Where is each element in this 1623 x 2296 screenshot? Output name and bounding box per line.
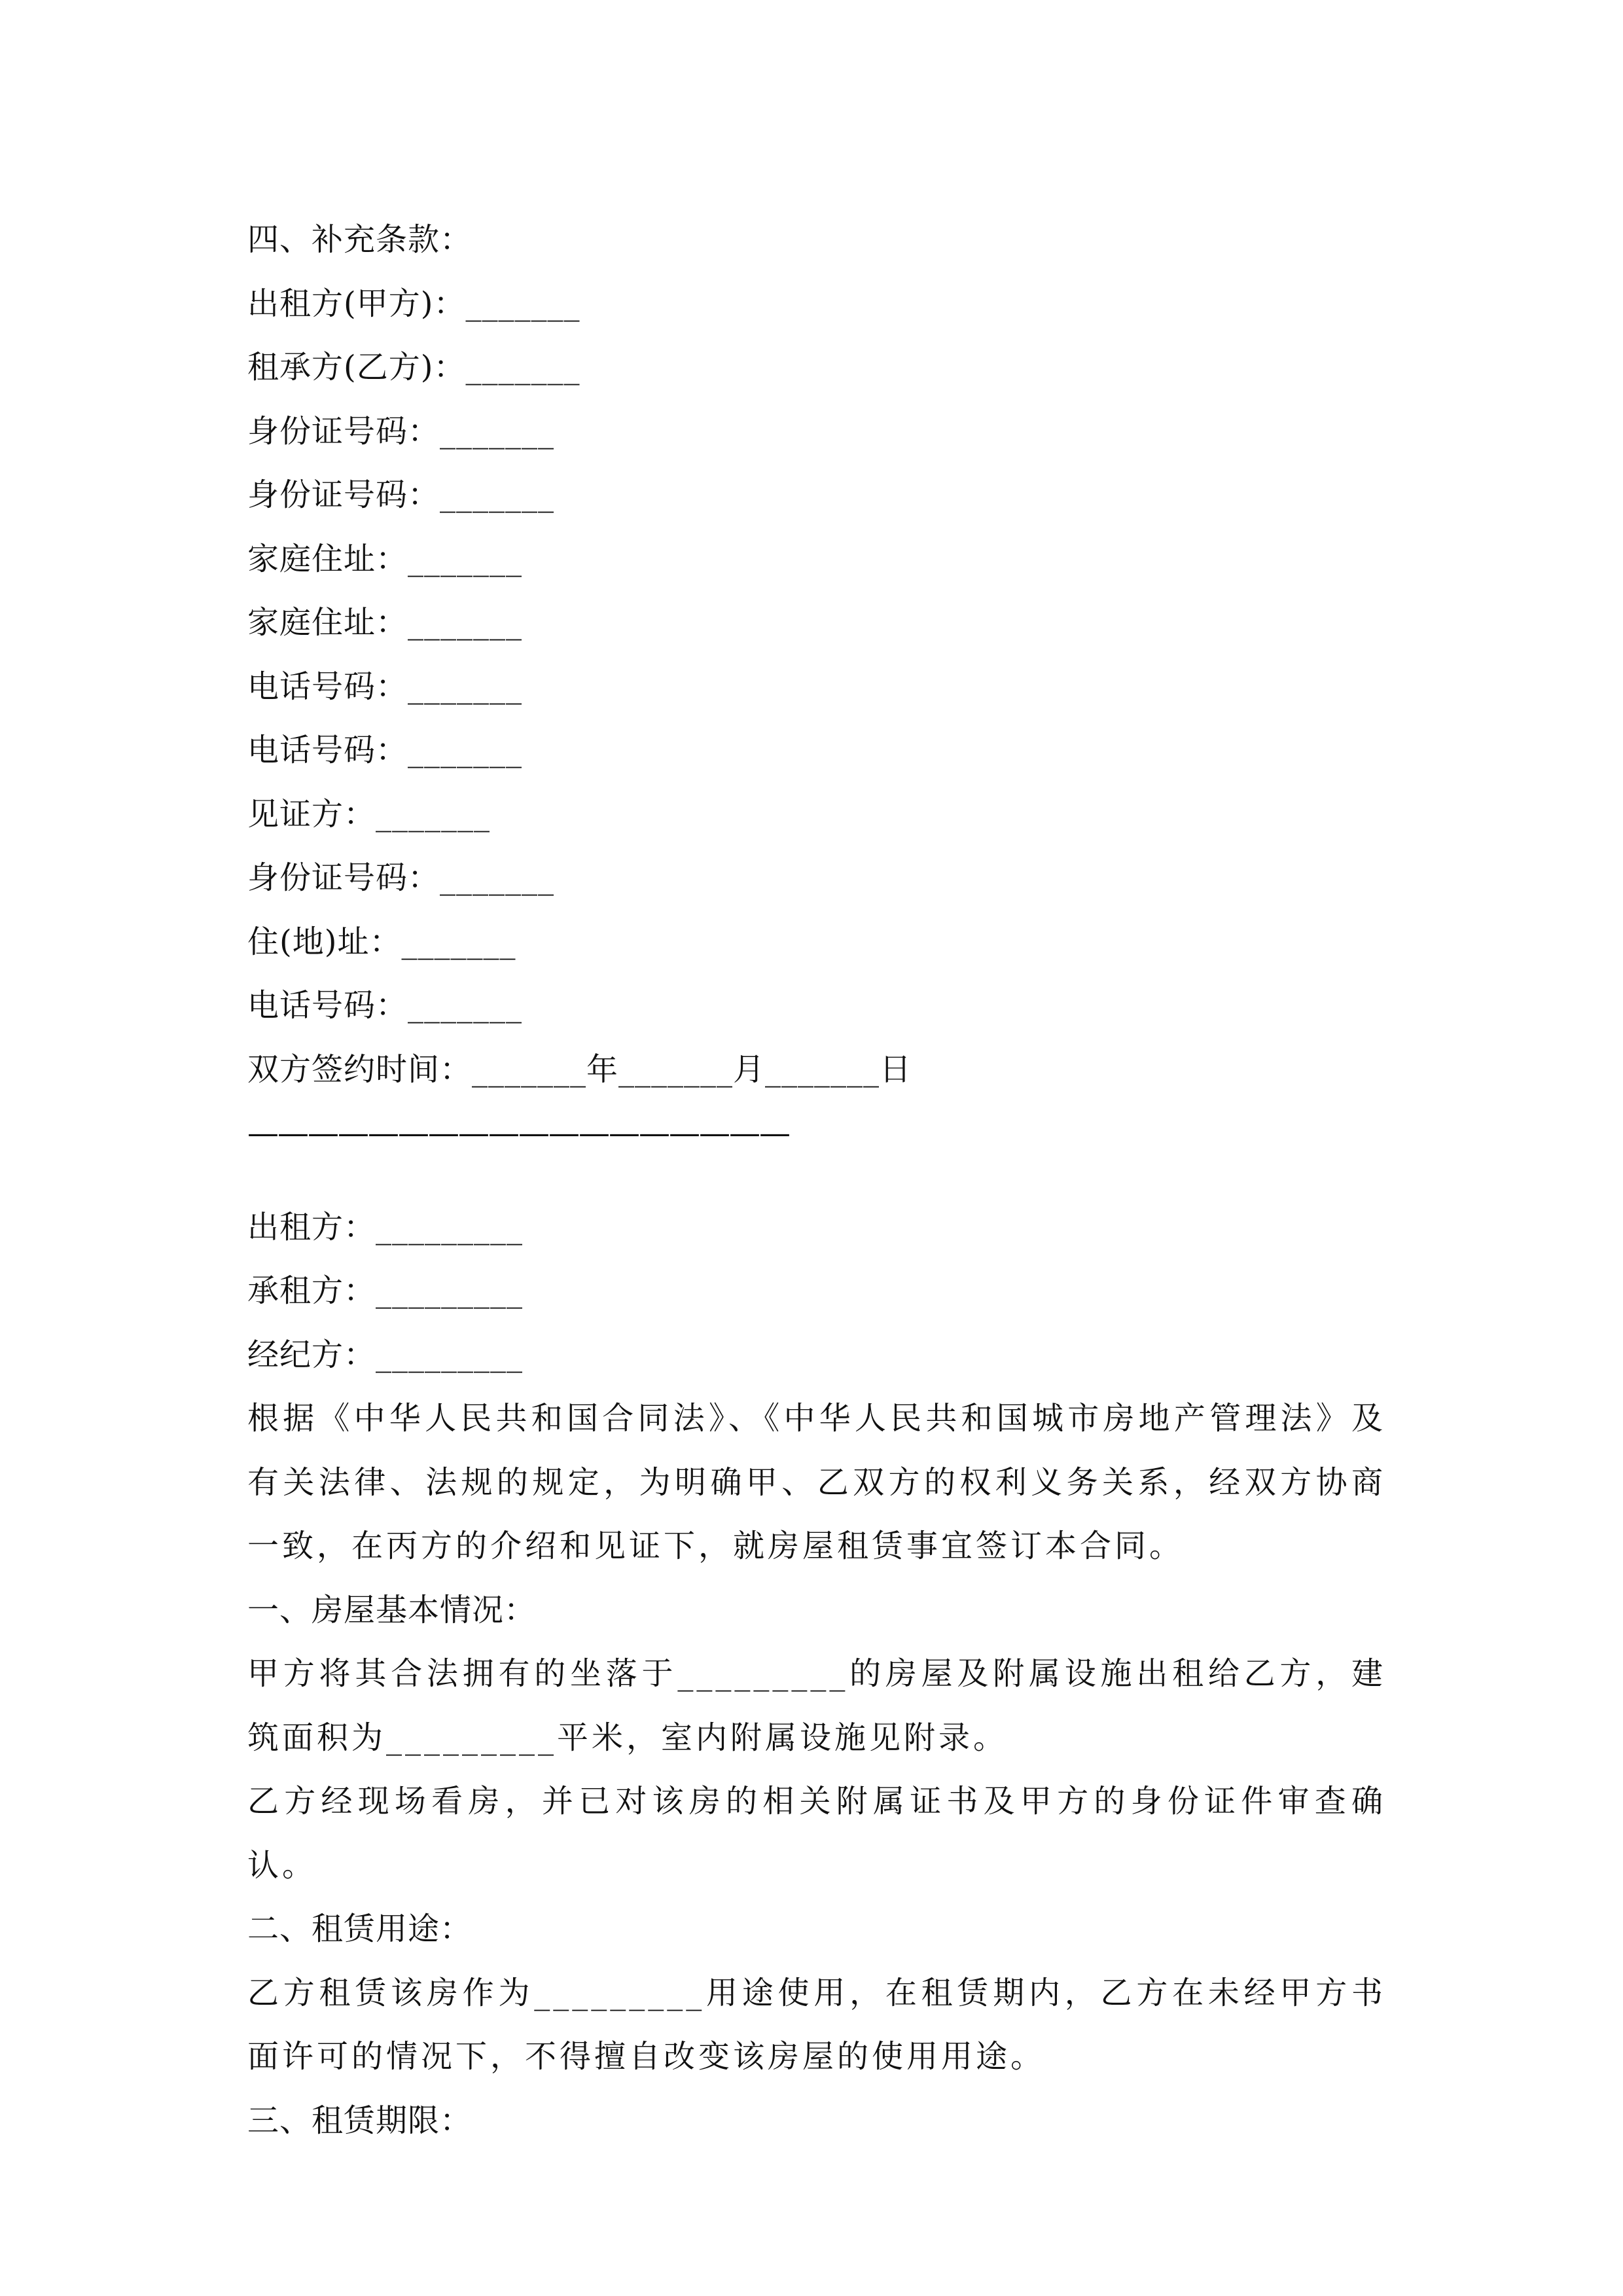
section2-paragraph-1: 乙方租赁该房作为_________用途使用，在租赁期内，乙方在未经甲方书面许可的情况下，不得擅自改变该房屋的使用用途。 bbox=[247, 1974, 1386, 2075]
lessor-party-a-field: 出租方(甲方)：_______ bbox=[247, 285, 580, 322]
witness-address-field: 住(地)址：_______ bbox=[247, 923, 516, 960]
id-number-field-b: 身份证号码：_______ bbox=[247, 476, 555, 513]
lessor-signature-field: 出租方：_________ bbox=[247, 1208, 524, 1246]
witness-field: 见证方：_______ bbox=[247, 795, 491, 833]
intro-paragraph: 根据《中华人民共和国合同法》、《中华人民共和国城市房地产管理法》及有关法律、法规的规定，为明确甲、乙双方的权利义务关系，经双方协商一致，在丙方的介绍和见证下，就房屋租赁事宜签订本合同。 bbox=[247, 1400, 1386, 1564]
agent-signature-field: 经纪方：_________ bbox=[247, 1336, 524, 1373]
section-divider: —————————————————— bbox=[247, 1115, 789, 1151]
spacer bbox=[247, 1166, 1386, 1196]
signing-date-field: 双方签约时间：_______年_______月_______日 bbox=[247, 1050, 912, 1088]
section1-paragraph-1: 甲方将其合法拥有的坐落于_________的房屋及附属设施出租给乙方，建筑面积为_________平米，室内附属设施见附录。 bbox=[247, 1655, 1386, 1756]
id-number-field-a: 身份证号码：_______ bbox=[247, 412, 555, 450]
witness-phone-field: 电话号码：_______ bbox=[247, 987, 523, 1024]
supplementary-terms-heading: 四、补充条款： bbox=[247, 221, 473, 258]
document-body bbox=[247, 208, 1386, 2153]
section3-heading: 三、租赁期限： bbox=[247, 2102, 473, 2139]
section2-heading: 二、租赁用途： bbox=[247, 1910, 473, 1947]
lessee-signature-field: 承租方：_________ bbox=[247, 1272, 524, 1309]
home-address-field-a: 家庭住址：_______ bbox=[247, 540, 523, 577]
section1-paragraph-2: 乙方经现场看房，并已对该房的相关附属证书及甲方的身份证件审查确认。 bbox=[247, 1783, 1386, 1884]
lessee-party-b-field: 租承方(乙方)：_______ bbox=[247, 349, 580, 386]
section1-heading: 一、房屋基本情况： bbox=[247, 1591, 537, 1628]
phone-number-field-b: 电话号码：_______ bbox=[247, 732, 523, 768]
home-address-field-b: 家庭住址：_______ bbox=[247, 604, 523, 641]
phone-number-field-a: 电话号码：_______ bbox=[247, 668, 523, 705]
witness-id-number-field: 身份证号码：_______ bbox=[247, 859, 555, 896]
